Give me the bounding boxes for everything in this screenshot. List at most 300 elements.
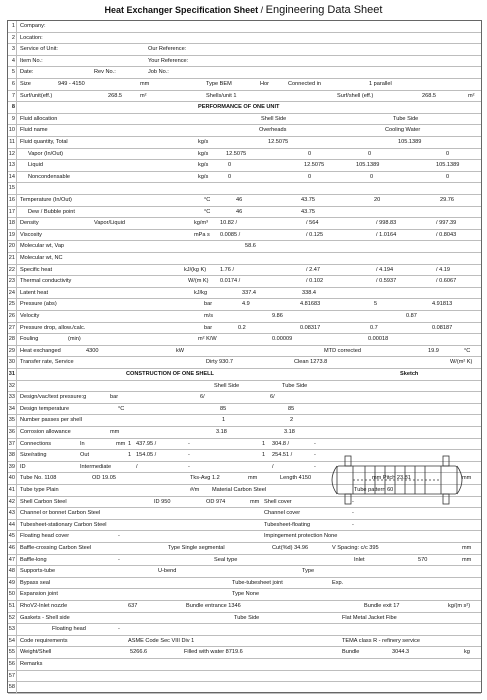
- row-number: 29: [8, 346, 17, 357]
- spec-cell: kg/s: [198, 139, 209, 145]
- spec-row: [8, 427, 481, 439]
- spec-cell: 1: [262, 452, 266, 459]
- spec-cell: Liquid: [28, 162, 43, 169]
- row-number: 12: [8, 149, 17, 160]
- spec-cell: Service of Unit:: [20, 46, 58, 53]
- spec-cell: Item No.:: [20, 57, 43, 64]
- spec-cell: -: [314, 440, 316, 447]
- spec-cell: 20: [374, 197, 381, 203]
- spec-row: [8, 543, 481, 555]
- spec-cell: Tube Side: [282, 382, 308, 389]
- spec-row: [8, 671, 481, 683]
- spec-cell: CONSTRUCTION OF ONE SHELL: [126, 371, 214, 377]
- spec-cell: -: [118, 556, 120, 563]
- spec-cell: Tube-tubesheet joint: [232, 579, 283, 586]
- spec-cell: -: [352, 510, 354, 517]
- spec-cell: Code requirements: [20, 637, 68, 644]
- spec-cell: Connections: [20, 440, 52, 447]
- spec-cell: Supports-tube: [20, 568, 56, 575]
- spec-cell: / 0.102: [306, 278, 324, 285]
- spec-row: [8, 183, 481, 195]
- spec-cell: OD 19.05: [92, 475, 116, 482]
- row-number: 16: [8, 195, 17, 206]
- spec-cell: Gaskets - Shell side: [20, 614, 70, 621]
- spec-cell: Corrosion allowance: [20, 429, 71, 435]
- spec-cell: Baffle-crossing Carbon Steel: [20, 545, 92, 551]
- spec-row: [8, 647, 481, 659]
- spec-cell: Exp.: [332, 579, 344, 586]
- row-number: 39: [8, 462, 17, 473]
- spec-cell: 4300: [86, 347, 99, 354]
- spec-cell: Fluid allocation: [20, 115, 58, 122]
- spec-cell: Clean 1273.8: [294, 359, 328, 366]
- spec-cell: °C: [118, 405, 125, 412]
- spec-cell: Fouling: [20, 336, 39, 343]
- spec-cell: / 0.5937: [376, 278, 397, 285]
- spec-cell: Tks-Avg 1.2: [190, 475, 220, 482]
- spec-cell: In: [80, 440, 85, 447]
- spec-cell: 19.9: [428, 347, 439, 354]
- row-number: 53: [8, 624, 17, 635]
- spec-cell: Heat exchanged: [20, 347, 61, 354]
- spec-cell: ASME Code Sec VIII Div 1: [128, 637, 195, 644]
- spec-row: [8, 682, 481, 694]
- row-number: 13: [8, 160, 17, 171]
- spec-cell: Dirty 930.7: [206, 359, 234, 366]
- spec-cell: kg/s: [198, 150, 209, 157]
- spec-cell: Noncondensable: [28, 173, 70, 180]
- spec-row: [8, 79, 481, 91]
- row-number: 56: [8, 659, 17, 670]
- spec-cell: 6/: [270, 394, 275, 401]
- row-number: 9: [8, 114, 17, 125]
- spec-cell: -: [118, 533, 120, 540]
- spec-cell: Length 4150: [280, 475, 312, 482]
- row-number: 14: [8, 172, 17, 183]
- spec-cell: 4.9: [242, 301, 250, 308]
- spec-cell: Seal type: [214, 556, 238, 563]
- spec-cell: RhoV2-Inlet nozzle: [20, 603, 68, 609]
- spec-cell: Surf/unit(eff.): [20, 92, 53, 99]
- row-number: 34: [8, 404, 17, 415]
- sheet-header: [0, 0, 487, 20]
- spec-cell: Viscosity: [20, 231, 42, 238]
- spec-cell: Bundle: [342, 649, 360, 656]
- spec-cell: 1.76 /: [220, 266, 234, 273]
- spec-cell: kJ/(kg K): [184, 266, 207, 273]
- row-number: 5: [8, 67, 17, 78]
- spec-cell: 1 parallel: [369, 81, 392, 87]
- spec-row: [8, 613, 481, 625]
- spec-row: [8, 555, 481, 567]
- row-number: 8: [8, 102, 17, 113]
- spec-cell: / 1.0164: [376, 231, 397, 238]
- spec-cell: Your Reference:: [148, 57, 189, 64]
- spec-cell: 0: [308, 173, 312, 180]
- spec-cell: / 0.125: [306, 231, 324, 238]
- row-number: 41: [8, 485, 17, 496]
- spec-cell: 0: [308, 150, 312, 157]
- spec-cell: Molecular wt, NC: [20, 255, 63, 261]
- spec-row: [8, 299, 481, 311]
- spec-cell: Velocity: [20, 313, 40, 319]
- spec-cell: 46: [236, 208, 243, 215]
- spec-row: [8, 149, 481, 161]
- spec-cell: m²: [140, 92, 147, 99]
- spec-cell: 105.1389: [398, 139, 422, 145]
- spec-cell: Tubesheet-stationary Carbon Steel: [20, 521, 107, 528]
- spec-cell: bar: [110, 394, 119, 401]
- spec-cell: 85: [288, 405, 295, 412]
- row-number: 57: [8, 671, 17, 682]
- spec-row: [8, 357, 481, 369]
- spec-cell: 0.87: [406, 313, 417, 319]
- spec-cell: Tube No. 1108: [20, 475, 57, 482]
- spec-cell: 5: [374, 301, 378, 308]
- spec-row: [8, 601, 481, 613]
- spec-cell: 338.4: [302, 289, 316, 296]
- spec-cell: (min): [68, 336, 81, 343]
- row-number: 2: [8, 33, 17, 44]
- spec-cell: /: [136, 463, 138, 470]
- spec-row: [8, 265, 481, 277]
- spec-cell: ID: [20, 463, 26, 470]
- spec-cell: Out: [80, 452, 90, 459]
- spec-row: [8, 415, 481, 427]
- spec-cell: mm: [462, 475, 472, 482]
- spec-row: [8, 67, 481, 79]
- row-number: 36: [8, 427, 17, 438]
- spec-cell: Floating head: [52, 626, 86, 633]
- spec-cell: W/(m² K): [450, 359, 473, 366]
- spec-cell: Bundle exit 17: [364, 603, 400, 609]
- spec-row: [8, 636, 481, 648]
- spec-cell: 0.0174 /: [220, 278, 241, 285]
- row-number: 22: [8, 265, 17, 276]
- spec-cell: Material Carbon Steel: [212, 487, 267, 493]
- row-number: 58: [8, 682, 17, 693]
- row-number: 44: [8, 520, 17, 531]
- sheet-title: Heat Exchanger Specification Sheet: [104, 5, 259, 15]
- spec-cell: Density: [20, 220, 39, 227]
- row-number: 49: [8, 578, 17, 589]
- spec-cell: Expansion joint: [20, 591, 58, 598]
- spec-cell: 9.86: [272, 313, 283, 319]
- spec-cell: / 564: [306, 220, 319, 227]
- spec-row: [8, 172, 481, 184]
- spec-cell: Cut(%d) 34.96: [272, 545, 309, 551]
- spec-row: [8, 91, 481, 103]
- spec-cell: -: [188, 463, 190, 470]
- row-number: 1: [8, 21, 17, 32]
- spec-cell: Thermal conductivity: [20, 278, 72, 285]
- row-number: 51: [8, 601, 17, 612]
- spec-cell: Channel or bonnet Carbon Steel: [20, 510, 101, 517]
- row-number: 26: [8, 311, 17, 322]
- sheet-subtitle: Engineering Data Sheet: [265, 4, 383, 16]
- spec-cell: 105.1389: [436, 162, 460, 169]
- spec-row: [8, 102, 481, 114]
- spec-cell: Tube Side: [234, 614, 260, 621]
- spec-cell: mm: [248, 475, 258, 482]
- spec-cell: #/m: [190, 487, 200, 493]
- spec-cell: Type None: [232, 591, 260, 598]
- spec-cell: 154.05 /: [136, 452, 157, 459]
- spec-cell: Specific heat: [20, 266, 53, 273]
- row-number: 23: [8, 276, 17, 287]
- spec-cell: Vapor (In/Out): [28, 150, 64, 157]
- spec-row: [8, 334, 481, 346]
- spec-row: [8, 33, 481, 45]
- spec-cell: / 998.83: [376, 220, 397, 227]
- spec-cell: -: [352, 521, 354, 528]
- row-number: 46: [8, 543, 17, 554]
- spec-cell: / 2.47: [306, 266, 320, 273]
- spec-cell: Molecular wt, Vap: [20, 243, 65, 250]
- spec-cell: kg/m³: [194, 220, 208, 227]
- row-number: 42: [8, 497, 17, 508]
- spec-cell: 1: [262, 440, 266, 447]
- spec-cell: °C: [204, 208, 211, 215]
- row-number: 10: [8, 125, 17, 136]
- spec-cell: mm: [116, 440, 126, 447]
- row-number: 38: [8, 450, 17, 461]
- spec-cell: kg/s: [198, 162, 209, 169]
- spec-cell: Design/vac/test pressure:g: [20, 394, 87, 401]
- spec-cell: 1: [222, 417, 226, 424]
- spec-cell: 0.00009: [272, 336, 293, 343]
- spec-cell: kW: [176, 347, 185, 354]
- spec-cell: Sketch: [400, 371, 419, 377]
- spec-cell: 437.95 /: [136, 440, 157, 447]
- spec-cell: Channel cover: [264, 510, 301, 517]
- spec-cell: Filled with water 8719.6: [184, 649, 243, 656]
- spec-cell: U-bend: [158, 568, 177, 575]
- row-number: 15: [8, 183, 17, 194]
- spec-cell: 2: [290, 417, 294, 424]
- spec-row: [8, 323, 481, 335]
- spec-row: [8, 578, 481, 590]
- spec-cell: Tube type Plain: [20, 487, 59, 493]
- spec-cell: m/s: [204, 313, 214, 319]
- spec-cell: 0.08187: [432, 324, 453, 331]
- row-number: 17: [8, 207, 17, 218]
- spec-cell: 0: [368, 150, 372, 157]
- spec-cell: bar: [204, 324, 213, 331]
- row-number: 18: [8, 218, 17, 229]
- spec-cell: MTD corrected: [324, 347, 361, 354]
- spec-cell: Job No.:: [148, 69, 169, 76]
- spec-cell: -: [352, 498, 354, 505]
- spec-row: [8, 114, 481, 126]
- spec-cell: 43.75: [301, 208, 315, 215]
- spec-cell: 4.91813: [432, 301, 453, 308]
- spec-cell: 0.7: [370, 324, 378, 331]
- row-number: 31: [8, 369, 17, 380]
- spec-cell: Cooling Water: [385, 127, 421, 134]
- row-number: 40: [8, 473, 17, 484]
- spec-cell: Connected in: [288, 81, 321, 87]
- spec-cell: Size: [20, 81, 31, 87]
- spec-cell: Design temperature: [20, 405, 70, 412]
- spec-cell: 0.00018: [368, 336, 389, 343]
- spec-row: [8, 195, 481, 207]
- spec-row: [8, 381, 481, 393]
- row-number: 48: [8, 566, 17, 577]
- spec-row: [8, 125, 481, 137]
- spec-cell: 0.08317: [300, 324, 321, 331]
- spec-cell: mm Pitch 23.81: [372, 475, 411, 482]
- spec-cell: kg: [464, 649, 470, 656]
- spec-cell: Fluid quantity, Total: [20, 139, 68, 145]
- spec-cell: 268.5: [422, 92, 436, 99]
- row-number: 7: [8, 91, 17, 102]
- spec-cell: 85: [220, 405, 227, 412]
- spec-cell: Tube Side: [393, 115, 419, 122]
- spec-row: [8, 276, 481, 288]
- spec-cell: 43.75: [301, 197, 315, 203]
- spec-cell: 3.18: [216, 429, 227, 435]
- spec-cell: -: [188, 452, 190, 459]
- spec-cell: kg/s: [198, 173, 209, 180]
- spec-row: [8, 218, 481, 230]
- spec-cell: Shells/unit 1: [206, 92, 237, 99]
- spec-cell: 46: [236, 197, 243, 203]
- spec-cell: Type Single segmental: [168, 545, 225, 551]
- spec-cell: 570: [418, 556, 428, 563]
- spec-cell: Remarks: [20, 661, 43, 667]
- row-number: 54: [8, 636, 17, 647]
- row-number: 28: [8, 334, 17, 345]
- spec-cell: Intermediate: [80, 463, 112, 470]
- spec-row: [8, 160, 481, 172]
- spec-cell: 0: [446, 150, 450, 157]
- spec-row: [8, 311, 481, 323]
- spec-cell: 58.6: [245, 243, 256, 250]
- row-number: 33: [8, 392, 17, 403]
- spec-cell: m² K/W: [198, 336, 217, 343]
- spec-cell: Number passes per shell: [20, 417, 82, 424]
- spec-cell: 6/: [200, 394, 205, 401]
- spec-cell: Vapor/Liquid: [94, 220, 125, 227]
- spec-cell: / 997.39: [436, 220, 457, 227]
- row-number: 52: [8, 613, 17, 624]
- spec-cell: ID 950: [154, 498, 171, 505]
- spec-cell: 254.51 /: [272, 452, 293, 459]
- spec-cell: Bundle entrance 1346: [186, 603, 241, 609]
- spec-cell: kg/(m s²): [448, 603, 471, 609]
- spec-cell: Weight/Shell: [20, 649, 52, 656]
- spec-cell: Temperature (In/Out): [20, 197, 72, 203]
- spec-cell: 105.1389: [356, 162, 380, 169]
- spec-row: [8, 288, 481, 300]
- spec-cell: °C: [464, 347, 471, 354]
- spec-cell: Flat Metal Jacket Fibe: [342, 614, 397, 621]
- row-number: 27: [8, 323, 17, 334]
- spec-row: [8, 346, 481, 358]
- spec-cell: OD 974: [206, 498, 226, 505]
- spec-cell: Shell Side: [214, 382, 240, 389]
- spec-row: [8, 230, 481, 242]
- spec-cell: mm: [250, 498, 260, 505]
- spec-cell: 0.2: [238, 324, 246, 331]
- spec-row: [8, 659, 481, 671]
- spec-cell: PERFORMANCE OF ONE UNIT: [198, 104, 280, 111]
- spec-cell: Type: [302, 568, 315, 575]
- row-number: 30: [8, 357, 17, 368]
- row-number: 3: [8, 44, 17, 55]
- spec-cell: Overheads: [259, 127, 287, 134]
- spec-cell: 3044.3: [392, 649, 410, 656]
- spec-cell: -: [188, 440, 190, 447]
- spec-cell: Type BEM: [206, 81, 232, 87]
- spec-cell: -: [314, 463, 316, 470]
- spec-cell: Latent heat: [20, 289, 48, 296]
- spec-cell: Bypass seal: [20, 579, 51, 586]
- title-separator: /: [260, 5, 264, 15]
- row-number: 25: [8, 299, 17, 310]
- row-number: 37: [8, 439, 17, 450]
- spec-cell: Impingement protection None: [264, 533, 338, 540]
- spec-cell: 304.8 /: [272, 440, 290, 447]
- spec-cell: 0: [446, 173, 450, 180]
- spec-row: [8, 207, 481, 219]
- spec-cell: Rev No.:: [94, 69, 116, 76]
- row-number: 47: [8, 555, 17, 566]
- spec-cell: 12.5075: [304, 162, 325, 169]
- row-number: 21: [8, 253, 17, 264]
- row-number: 11: [8, 137, 17, 148]
- spec-cell: -: [314, 452, 316, 459]
- spec-cell: 637: [128, 603, 138, 609]
- spec-cell: Pressure (abs): [20, 301, 57, 308]
- spec-cell: 4.81683: [300, 301, 321, 308]
- spec-cell: kJ/kg: [194, 289, 208, 296]
- row-number: 24: [8, 288, 17, 299]
- spec-cell: Date:: [20, 69, 34, 76]
- spec-cell: Transfer rate, Service: [20, 359, 74, 366]
- spec-row: [8, 531, 481, 543]
- spec-cell: Tube pattern 60: [354, 487, 394, 493]
- spec-cell: Tubesheet-floating: [264, 521, 311, 528]
- spec-row: [8, 241, 481, 253]
- spec-cell: 337.4: [242, 289, 256, 296]
- spec-cell: / 4.194: [376, 266, 394, 273]
- spec-cell: Surf/shell (eff.): [337, 92, 374, 99]
- spec-cell: Pressure drop, allow./calc.: [20, 324, 86, 331]
- spec-cell: 5266.6: [130, 649, 148, 656]
- spec-cell: Shell cover: [264, 498, 292, 505]
- spec-cell: /: [272, 463, 274, 470]
- spec-row: [8, 589, 481, 601]
- spec-cell: mm: [110, 429, 120, 435]
- spec-cell: 268.5: [108, 92, 122, 99]
- spec-cell: 0: [370, 173, 374, 180]
- spec-cell: / 4.19: [436, 266, 450, 273]
- spec-row: [8, 392, 481, 404]
- spec-cell: Shell Carbon Steel: [20, 498, 67, 505]
- spec-cell: Baffle-long: [20, 556, 47, 563]
- spec-cell: Location:: [20, 34, 43, 41]
- spec-sheet-table: [7, 20, 482, 693]
- spec-cell: 3.18: [284, 429, 295, 435]
- spec-cell: Our Reference:: [148, 46, 187, 53]
- row-number: 32: [8, 381, 17, 392]
- spec-cell: mm: [462, 556, 472, 563]
- spec-cell: °C: [204, 197, 211, 203]
- spec-cell: / 0.8043: [436, 231, 457, 238]
- spec-row: [8, 624, 481, 636]
